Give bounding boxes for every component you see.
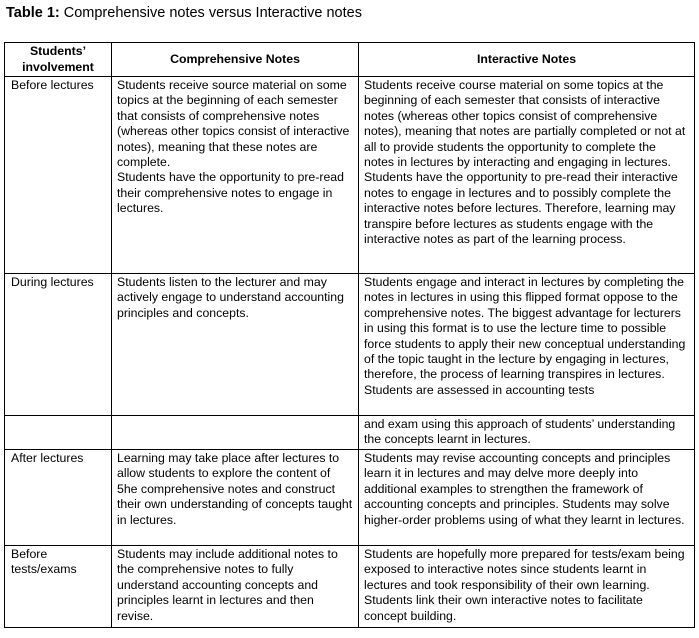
comprehensive-notes-paragraph: Learning may take place after lectures to allow students to explore the content of 5he comprehensive notes and construct their own understanding of concepts taught in lectures. — [117, 451, 353, 527]
interactive-notes-paragraph: Students may revise accounting concepts and principles learn it in lectures and may delve more deeply into additional examples to strengthen the framework of accounting concepts and principles. Students may solve higher-order problems using of what they learnt in lectures. — [364, 451, 685, 527]
notes-comparison-table — [4, 42, 695, 628]
interactive-notes-cell — [359, 77, 695, 274]
header-interactive-notes: Interactive Notes — [359, 43, 695, 77]
interactive-notes-paragraph: Students are hopefully more prepared for tests/exam being exposed to interactive notes since students learnt in lectures and took responsibility of their own learning. Students link their own interactive notes to facilitate concept building. — [364, 547, 685, 623]
interactive-notes-cell — [359, 416, 695, 450]
table-caption-label: Table 1: — [6, 5, 60, 21]
interactive-notes-cell — [359, 450, 695, 546]
comprehensive-notes-cell — [112, 77, 359, 274]
row-stage-label: After lectures — [11, 451, 84, 465]
table-body — [5, 77, 695, 628]
table-caption — [6, 4, 362, 22]
interactive-notes-cell — [359, 274, 695, 416]
table-row — [5, 546, 695, 628]
comprehensive-notes-cell — [112, 546, 359, 628]
comprehensive-notes-cell — [112, 416, 359, 450]
row-stage-label: During lectures — [11, 275, 94, 289]
table-header-row — [5, 43, 695, 77]
header-students-involvement: Students’ involvement — [5, 43, 112, 77]
comprehensive-notes-paragraph: Students may include additional notes to the comprehensive notes to fully understand accounting concepts and principles learnt in lectures and then revise. — [117, 547, 338, 623]
interactive-notes-paragraph: Students have the opportunity to pre-read their interactive notes to engage in lectures and to possibly complete the interactive notes before lectures. Therefore, learning may transpire before lectures as students engage with the interactive notes as part of the learning process. — [364, 170, 678, 247]
comprehensive-notes-paragraph: Students have the opportunity to pre-read their comprehensive notes to engage in lectures. — [117, 170, 344, 216]
table-row — [5, 416, 695, 450]
interactive-notes-cell — [359, 546, 695, 628]
comprehensive-notes-cell — [112, 274, 359, 416]
comprehensive-notes-cell — [112, 450, 359, 546]
header-comprehensive-notes: Comprehensive Notes — [112, 43, 359, 77]
table-row — [5, 450, 695, 546]
comprehensive-notes-paragraph: Students receive source material on some topics at the beginning of each semester that consists of comprehensive notes (whereas other topics consist of interactive notes), meaning that these notes are complete. — [117, 78, 350, 170]
table-row — [5, 77, 695, 274]
table-row — [5, 274, 695, 416]
row-stage-cell — [5, 77, 112, 274]
row-stage-cell — [5, 546, 112, 628]
row-stage-label: Before lectures — [11, 78, 94, 92]
row-stage-cell — [5, 274, 112, 416]
interactive-notes-paragraph: Students receive course material on some topics at the beginning of each semester that consists of interactive notes (whereas other topics consist of comprehensive notes), meaning that notes are partially completed or not at all to provide students the opportunity to complete the notes in lectures by interacting and engaging in lectures. — [364, 78, 686, 170]
comprehensive-notes-paragraph: Students listen to the lecturer and may actively engage to understand accounting principles and concepts. — [117, 275, 344, 320]
row-stage-label: Before tests/exams — [11, 547, 77, 577]
row-stage-cell — [5, 450, 112, 546]
table-caption-text: Comprehensive notes versus Interactive notes — [59, 5, 362, 21]
interactive-notes-paragraph: and exam using this approach of students’ understanding the concepts learnt in lectures. — [364, 417, 676, 447]
interactive-notes-paragraph: Students engage and interact in lectures by completing the notes in lectures in using this flipped format oppose to the comprehensive notes. The biggest advantage for lecturers in using this format is to use the lecture time to possible force students to apply their new conceptual understanding of the topic taught in the lecture by engaging in lectures, therefore, the process of learning transpires in lectures. Students are assessed in accounting tests — [364, 275, 686, 397]
row-stage-cell — [5, 416, 112, 450]
